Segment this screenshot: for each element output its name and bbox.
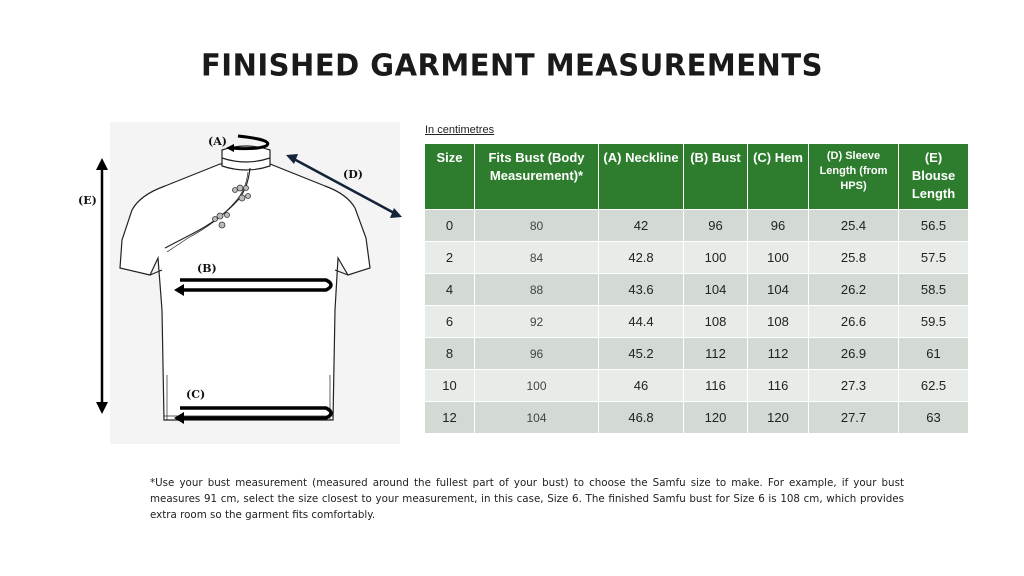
garment-diagram xyxy=(70,120,420,450)
table-row xyxy=(425,274,969,306)
cell-size: 8 xyxy=(425,338,475,370)
cell-blouse-length: 63 xyxy=(899,402,969,434)
cell-neckline: 43.6 xyxy=(599,274,684,306)
cell-neckline: 46 xyxy=(599,370,684,402)
cell-size: 4 xyxy=(425,274,475,306)
cell-neckline: 42 xyxy=(599,210,684,242)
table-row xyxy=(425,242,969,274)
cell-blouse-length: 59.5 xyxy=(899,306,969,338)
cell-blouse-length: 57.5 xyxy=(899,242,969,274)
cell-sleeve-length: 27.7 xyxy=(809,402,899,434)
measurements-table xyxy=(424,143,969,434)
unit-note: In centimetres xyxy=(425,124,495,136)
header-bust: (B) Bust xyxy=(684,144,748,210)
cell-sleeve-length: 25.4 xyxy=(809,210,899,242)
cell-sleeve-length: 25.8 xyxy=(809,242,899,274)
cell-hem: 112 xyxy=(748,338,809,370)
label-e: (E) xyxy=(78,194,97,207)
cell-blouse-length: 56.5 xyxy=(899,210,969,242)
cell-neckline: 45.2 xyxy=(599,338,684,370)
cell-neckline: 42.8 xyxy=(599,242,684,274)
cell-bust: 116 xyxy=(684,370,748,402)
cell-fits-bust: 92 xyxy=(475,306,599,338)
header-blouse-length: (E) Blouse Length xyxy=(899,144,969,210)
cell-hem: 116 xyxy=(748,370,809,402)
label-a: (A) xyxy=(208,135,227,148)
cell-bust: 112 xyxy=(684,338,748,370)
cell-bust: 100 xyxy=(684,242,748,274)
cell-blouse-length: 61 xyxy=(899,338,969,370)
header-neckline: (A) Neckline xyxy=(599,144,684,210)
cell-neckline: 44.4 xyxy=(599,306,684,338)
cell-fits-bust: 84 xyxy=(475,242,599,274)
cell-bust: 96 xyxy=(684,210,748,242)
table-row xyxy=(425,402,969,434)
table-row xyxy=(425,210,969,242)
cell-fits-bust: 80 xyxy=(475,210,599,242)
table-header-row xyxy=(425,144,969,210)
cell-size: 6 xyxy=(425,306,475,338)
cell-fits-bust: 100 xyxy=(475,370,599,402)
blouse-length-arrow xyxy=(96,158,108,414)
size-guide-footnote: *Use your bust measurement (measured around the fullest part of your bust) to choose the Samfu size to make. For example, if your bust measures 91 cm, select the size closest to your measurement, in this case, Size 6. The finished Samfu bust for Size 6 is 108 cm, which provides extra room so the garment fits comfortably. xyxy=(150,477,904,521)
cell-bust: 104 xyxy=(684,274,748,306)
cell-size: 10 xyxy=(425,370,475,402)
cell-sleeve-length: 26.6 xyxy=(809,306,899,338)
table-row xyxy=(425,370,969,402)
page-title: FINISHED GARMENT MEASUREMENTS xyxy=(201,47,823,83)
header-size: Size xyxy=(425,144,475,210)
cell-bust: 108 xyxy=(684,306,748,338)
cell-size: 2 xyxy=(425,242,475,274)
table-row xyxy=(425,306,969,338)
cell-hem: 108 xyxy=(748,306,809,338)
cell-blouse-length: 62.5 xyxy=(899,370,969,402)
cell-hem: 100 xyxy=(748,242,809,274)
header-sleeve-length: (D) Sleeve Length (from HPS) xyxy=(809,144,899,210)
cell-sleeve-length: 26.9 xyxy=(809,338,899,370)
cell-neckline: 46.8 xyxy=(599,402,684,434)
cell-size: 0 xyxy=(425,210,475,242)
cell-hem: 96 xyxy=(748,210,809,242)
cell-sleeve-length: 27.3 xyxy=(809,370,899,402)
cell-fits-bust: 104 xyxy=(475,402,599,434)
header-fits-bust: Fits Bust (Body Measurement)* xyxy=(475,144,599,210)
cell-hem: 104 xyxy=(748,274,809,306)
label-c: (C) xyxy=(186,388,206,401)
label-b: (B) xyxy=(197,262,217,275)
cell-fits-bust: 96 xyxy=(475,338,599,370)
header-hem: (C) Hem xyxy=(748,144,809,210)
cell-sleeve-length: 26.2 xyxy=(809,274,899,306)
cell-blouse-length: 58.5 xyxy=(899,274,969,306)
cell-size: 12 xyxy=(425,402,475,434)
label-d: (D) xyxy=(343,168,363,181)
cell-hem: 120 xyxy=(748,402,809,434)
cell-fits-bust: 88 xyxy=(475,274,599,306)
cell-bust: 120 xyxy=(684,402,748,434)
table-row xyxy=(425,338,969,370)
